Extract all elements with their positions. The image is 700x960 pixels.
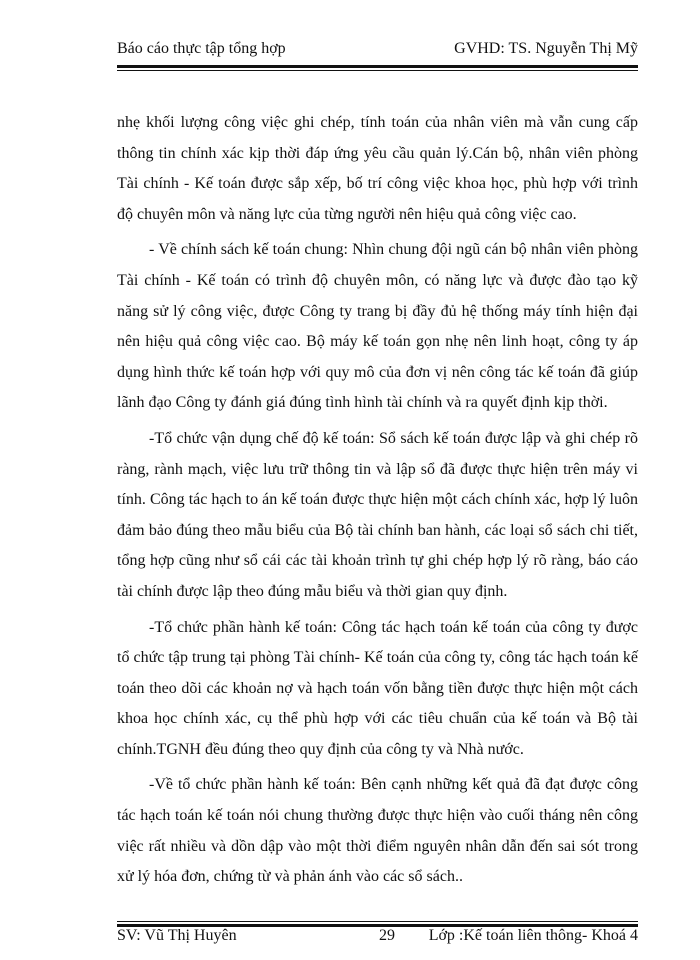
page-footer	[117, 926, 638, 946]
paragraph-accounting-policy: - Về chính sách kế toán chung: Nhìn chung đội ngũ cán bộ nhân viên phòng Tài chính - Kế toán có trình độ chuyên môn, có năng lực và được đào tạo kỹ năng sử lý công việc, được Công ty trang bị đầy đủ hệ thống máy tính hiện đại nên hiệu quả công việc cao. Bộ máy kế toán gọn nhẹ nên linh hoạt, công ty áp dụng hình thức kế toán hợp với quy mô của đơn vị nên công tác kế toán đã giúp lãnh đạo Công ty đánh giá đúng tình hình tài chính và ra quyết định kịp thời.	[117, 241, 638, 412]
body-text	[117, 108, 638, 898]
supervisor-name: GVHD: TS. Nguyễn Thị Mỹ	[454, 40, 638, 57]
paragraph-continuation: nhẹ khối lượng công việc ghi chép, tính toán của nhân viên mà vẫn cung cấp thông tin chính xác kịp thời đáp ứng yêu cầu quản lý.Cán bộ, nhân viên phòng Tài chính - Kế toán được sắp xếp, bố trí công việc khoa học, phù hợp với trình độ chuyên môn và năng lực của từng người nên hiệu quả công việc cao.	[117, 114, 638, 223]
report-title: Báo cáo thực tập tổng hợp	[117, 40, 286, 57]
page-header	[117, 38, 638, 60]
student-name: SV: Vũ Thị Huyên	[117, 927, 237, 944]
footer-rule-thin	[117, 921, 638, 922]
page-number: 29	[379, 927, 395, 944]
paragraph-accounting-sections-limits: -Về tổ chức phần hành kế toán: Bên cạnh những kết quả đã đạt được công tác hạch toán kế toán nói chung thường được thực hiện vào cuối tháng nên công việc rất nhiều và dồn dập vào một thời điểm nguyên nhân dẫn đến sai sót trong xử lý hóa đơn, chứng từ và phản ánh vào các sổ sách..	[117, 776, 638, 886]
paragraph-accounting-sections: -Tổ chức phần hành kế toán: Công tác hạch toán kế toán của công ty được tổ chức tập trung tại phòng Tài chính- Kế toán của công ty, công tác hạch toán kế toán theo dõi các khoản nợ và hạch toán vốn bằng tiền được thực hiện một cách khoa học chính xác, cụ thể phù hợp với các tiêu chuẩn của kế toán và Bộ tài chính.TGNH đều đúng theo quy định của công ty và Nhà nước.	[117, 618, 638, 758]
paragraph-accounting-regime: -Tổ chức vận dụng chế độ kế toán: Sổ sách kế toán được lập và ghi chép rõ ràng, rành mạch, việc lưu trữ thông tin và lập sổ đã được thực hiện trên máy vi tính. Công tác hạch to án kế toán được thực hiện một cách chính xác, hợp lý luôn đảm bảo đúng theo mẫu biểu của Bộ tài chính ban hành, các loại sổ sách chi tiết, tổng hợp cũng như sổ cái các tài khoản trình tự ghi chép hợp lý rõ ràng, báo cáo tài chính được lập theo đúng mẫu biểu và thời gian quy định.	[117, 429, 638, 600]
class-name: Lớp :Kế toán liên thông- Khoá 4	[428, 927, 638, 944]
header-rule-thick	[117, 65, 638, 68]
header-rule-thin	[117, 70, 638, 71]
